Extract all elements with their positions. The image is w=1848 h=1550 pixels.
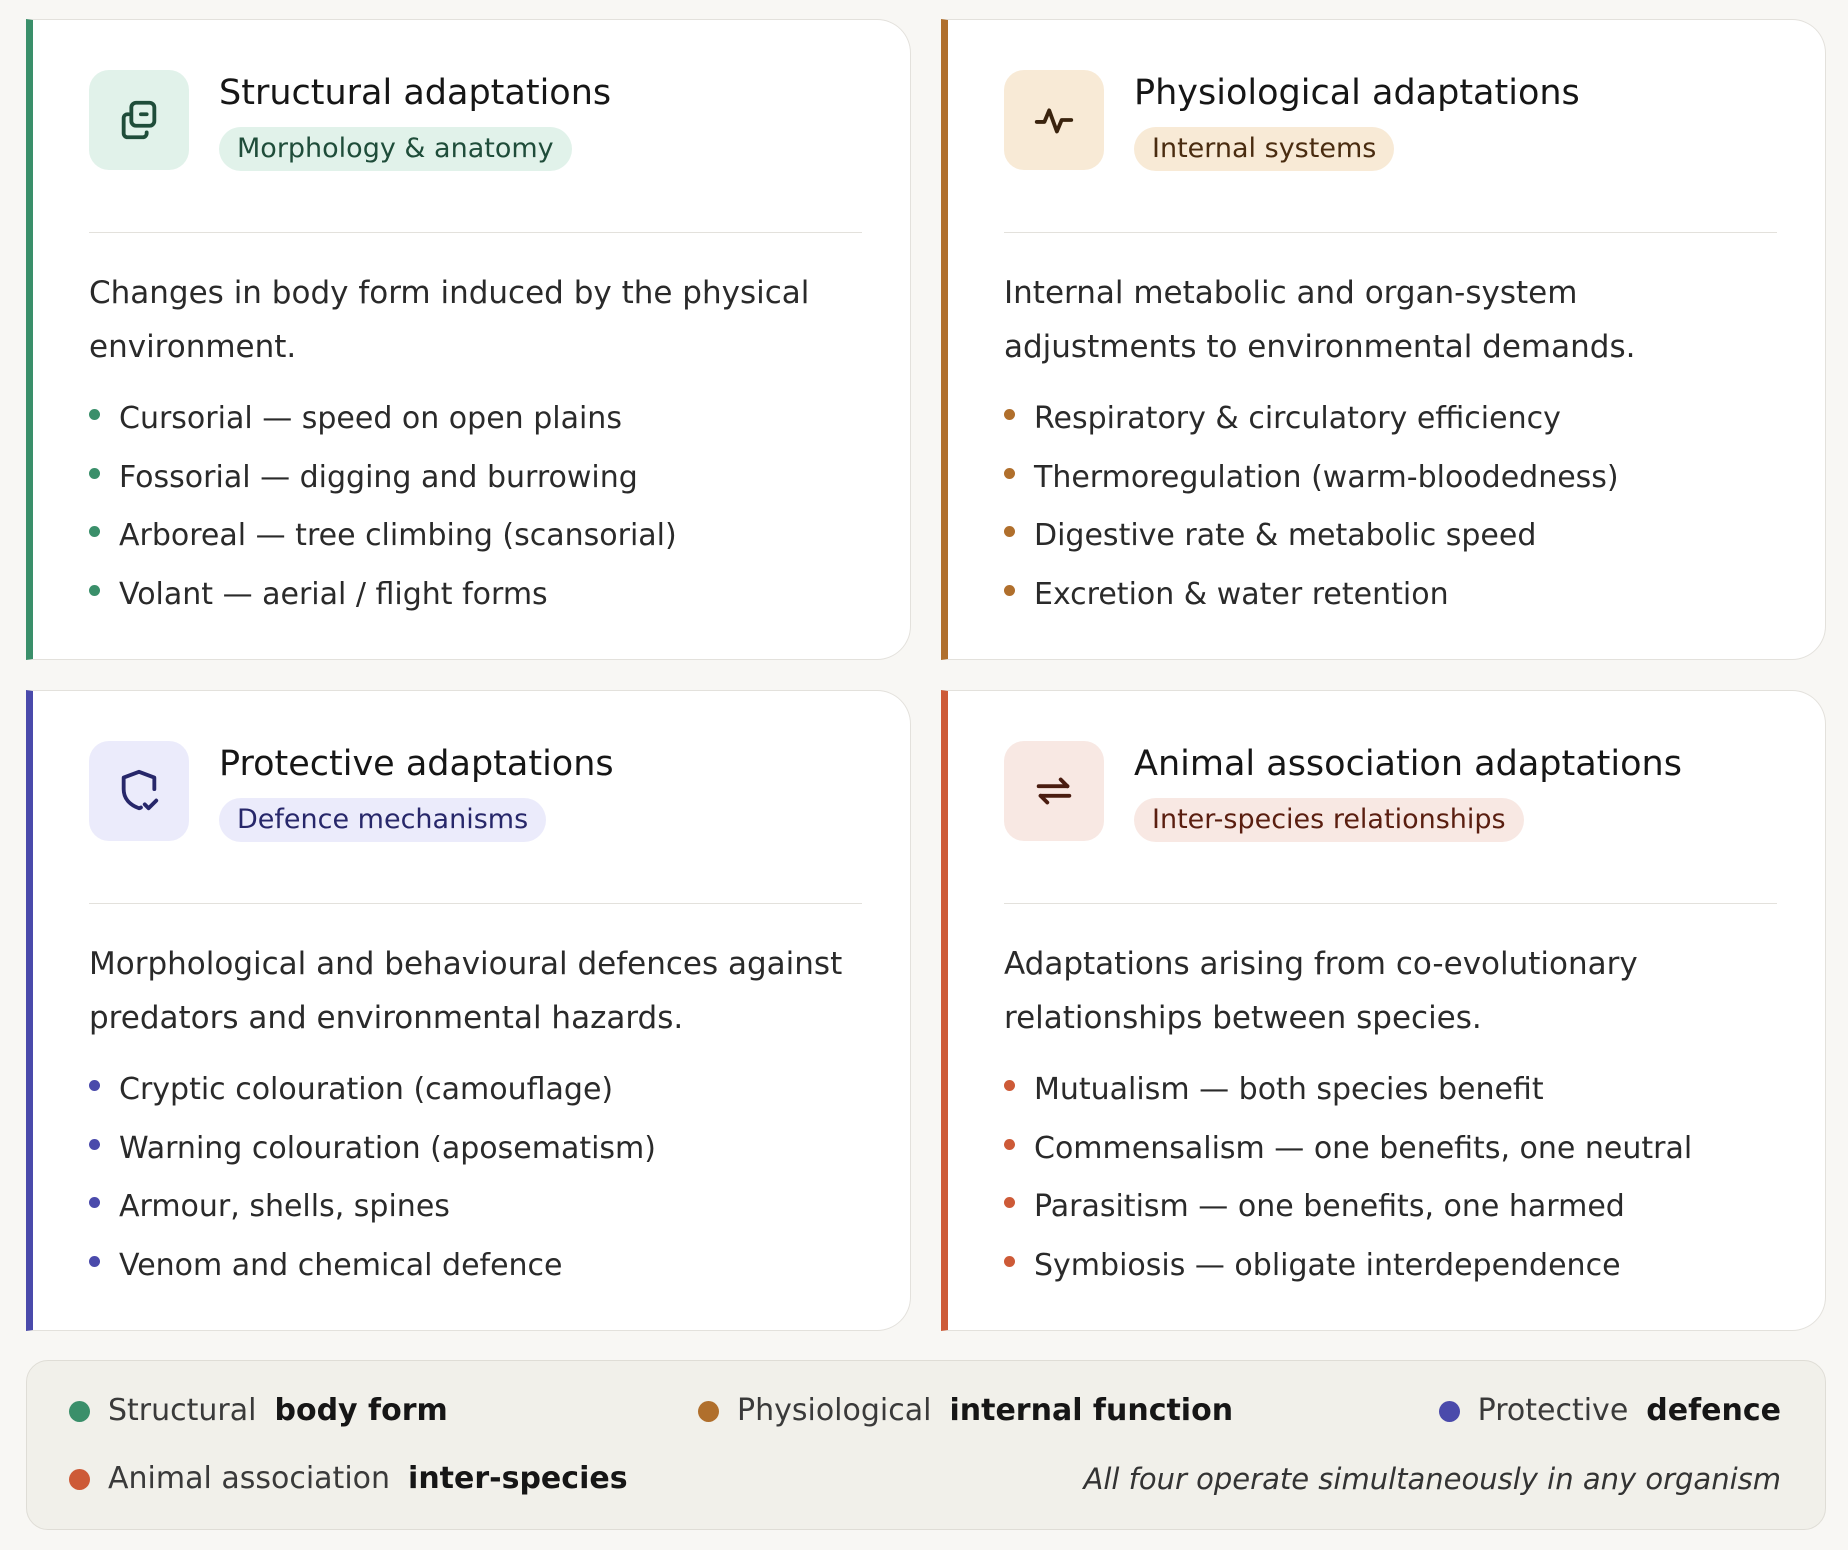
card-description: Internal metabolic and organ-system adjustments to environmental demands.	[1004, 275, 1636, 365]
card-item-list	[89, 1061, 862, 1295]
divider	[89, 903, 862, 904]
card-title: Physiological adaptations	[1134, 73, 1580, 113]
divider	[1004, 903, 1777, 904]
legend-desc: inter-species	[408, 1461, 628, 1496]
list-item-text: Cryptic colouration (camouflage)	[119, 1072, 614, 1107]
list-item	[1004, 1061, 1777, 1120]
bullet-dot	[89, 468, 100, 479]
list-item-text: Excretion & water retention	[1034, 576, 1449, 612]
list-item-text: Digestive rate & metabolic speed	[1034, 518, 1537, 553]
list-item	[89, 1178, 862, 1237]
list-item-text: Armour, shells, spines	[119, 1189, 450, 1224]
bullet-dot	[1004, 526, 1015, 537]
list-item-text: Commensalism — one benefits, one neutral	[1034, 1130, 1693, 1166]
card-header	[1004, 741, 1777, 851]
card-animal-association	[941, 690, 1826, 1331]
list-item-text: Volant — aerial / flight forms	[119, 576, 548, 612]
list-item-text: Mutualism — both species benefit	[1034, 1072, 1544, 1107]
list-item	[89, 1237, 862, 1296]
list-item	[1004, 566, 1777, 625]
bullet-dot	[1004, 585, 1015, 596]
card-description: Changes in body form induced by the physical environment.	[89, 275, 810, 365]
list-item-text: Parasitism — one benefits, one harmed	[1034, 1189, 1625, 1224]
list-item	[89, 566, 862, 625]
list-item	[1004, 449, 1777, 508]
legend-name: Protective	[1477, 1393, 1629, 1428]
card-header	[1004, 70, 1777, 180]
legend-item-animal-association	[69, 1459, 628, 1499]
bullet-dot	[1004, 1197, 1015, 1208]
card-header	[89, 70, 862, 180]
list-item-text: Venom and chemical defence	[119, 1247, 563, 1283]
legend-note: All four operate simultaneously in any organism	[1083, 1462, 1781, 1496]
list-item	[89, 507, 862, 566]
list-item	[1004, 1178, 1777, 1237]
bullet-dot	[1004, 1139, 1015, 1150]
bullet-dot	[1004, 468, 1015, 479]
list-item-text: Thermoregulation (warm-bloodedness)	[1034, 459, 1619, 495]
layers-icon	[89, 70, 189, 170]
card-title: Animal association adaptations	[1134, 744, 1682, 784]
bullet-dot	[89, 1080, 100, 1091]
legend-desc: internal function	[949, 1393, 1234, 1428]
list-item-text: Arboreal — tree climbing (scansorial)	[119, 518, 677, 553]
legend-name: Animal association	[108, 1461, 391, 1496]
list-item	[1004, 1120, 1777, 1179]
legend-dot	[69, 1469, 90, 1490]
card-header	[89, 741, 862, 851]
legend-item-physiological	[698, 1391, 1233, 1431]
card-description: Morphological and behavioural defences against predators and environmental hazards.	[89, 946, 843, 1036]
divider	[89, 232, 862, 233]
card-physiological	[941, 19, 1826, 660]
card-tag: Morphology & anatomy	[219, 127, 572, 171]
bullet-dot	[1004, 1256, 1015, 1267]
card-structural	[26, 19, 911, 660]
card-item-list	[89, 390, 862, 624]
list-item	[89, 449, 862, 508]
bullet-dot	[1004, 1080, 1015, 1091]
list-item-text: Fossorial — digging and burrowing	[119, 459, 638, 495]
swap-arrows-icon	[1004, 741, 1104, 841]
bullet-dot	[89, 585, 100, 596]
list-item	[1004, 1237, 1777, 1296]
bullet-dot	[89, 1139, 100, 1150]
list-item-text: Symbiosis — obligate interdependence	[1034, 1247, 1621, 1283]
legend-dot	[69, 1401, 90, 1422]
bullet-dot	[89, 1197, 100, 1208]
shield-check-icon	[89, 741, 189, 841]
adaptation-cards-grid	[26, 19, 1826, 1331]
list-item	[1004, 390, 1777, 449]
legend-panel	[26, 1360, 1826, 1530]
bullet-dot	[89, 409, 100, 420]
card-title: Protective adaptations	[219, 744, 614, 784]
pulse-icon	[1004, 70, 1104, 170]
legend-dot	[1439, 1401, 1460, 1422]
legend-item-structural	[69, 1391, 448, 1431]
list-item	[89, 1120, 862, 1179]
card-item-list	[1004, 1061, 1777, 1295]
card-tag: Internal systems	[1134, 127, 1394, 171]
list-item	[89, 390, 862, 449]
card-item-list	[1004, 390, 1777, 624]
card-tag: Inter-species relationships	[1134, 798, 1524, 842]
legend-name: Structural	[108, 1393, 257, 1428]
card-protective	[26, 690, 911, 1331]
divider	[1004, 232, 1777, 233]
legend-item-protective	[1439, 1391, 1781, 1431]
legend-dot	[698, 1401, 719, 1422]
list-item-text: Respiratory & circulatory efficiency	[1034, 401, 1561, 436]
legend-name: Physiological	[737, 1393, 932, 1428]
legend-desc: body form	[274, 1393, 448, 1428]
legend-desc: defence	[1646, 1393, 1781, 1428]
list-item-text: Cursorial — speed on open plains	[119, 401, 622, 436]
list-item	[89, 1061, 862, 1120]
list-item	[1004, 507, 1777, 566]
card-title: Structural adaptations	[219, 73, 612, 113]
card-tag: Defence mechanisms	[219, 798, 546, 842]
bullet-dot	[1004, 409, 1015, 420]
list-item-text: Warning colouration (aposematism)	[119, 1130, 656, 1166]
bullet-dot	[89, 526, 100, 537]
card-description: Adaptations arising from co-evolutionary relationships between species.	[1004, 946, 1638, 1036]
bullet-dot	[89, 1256, 100, 1267]
